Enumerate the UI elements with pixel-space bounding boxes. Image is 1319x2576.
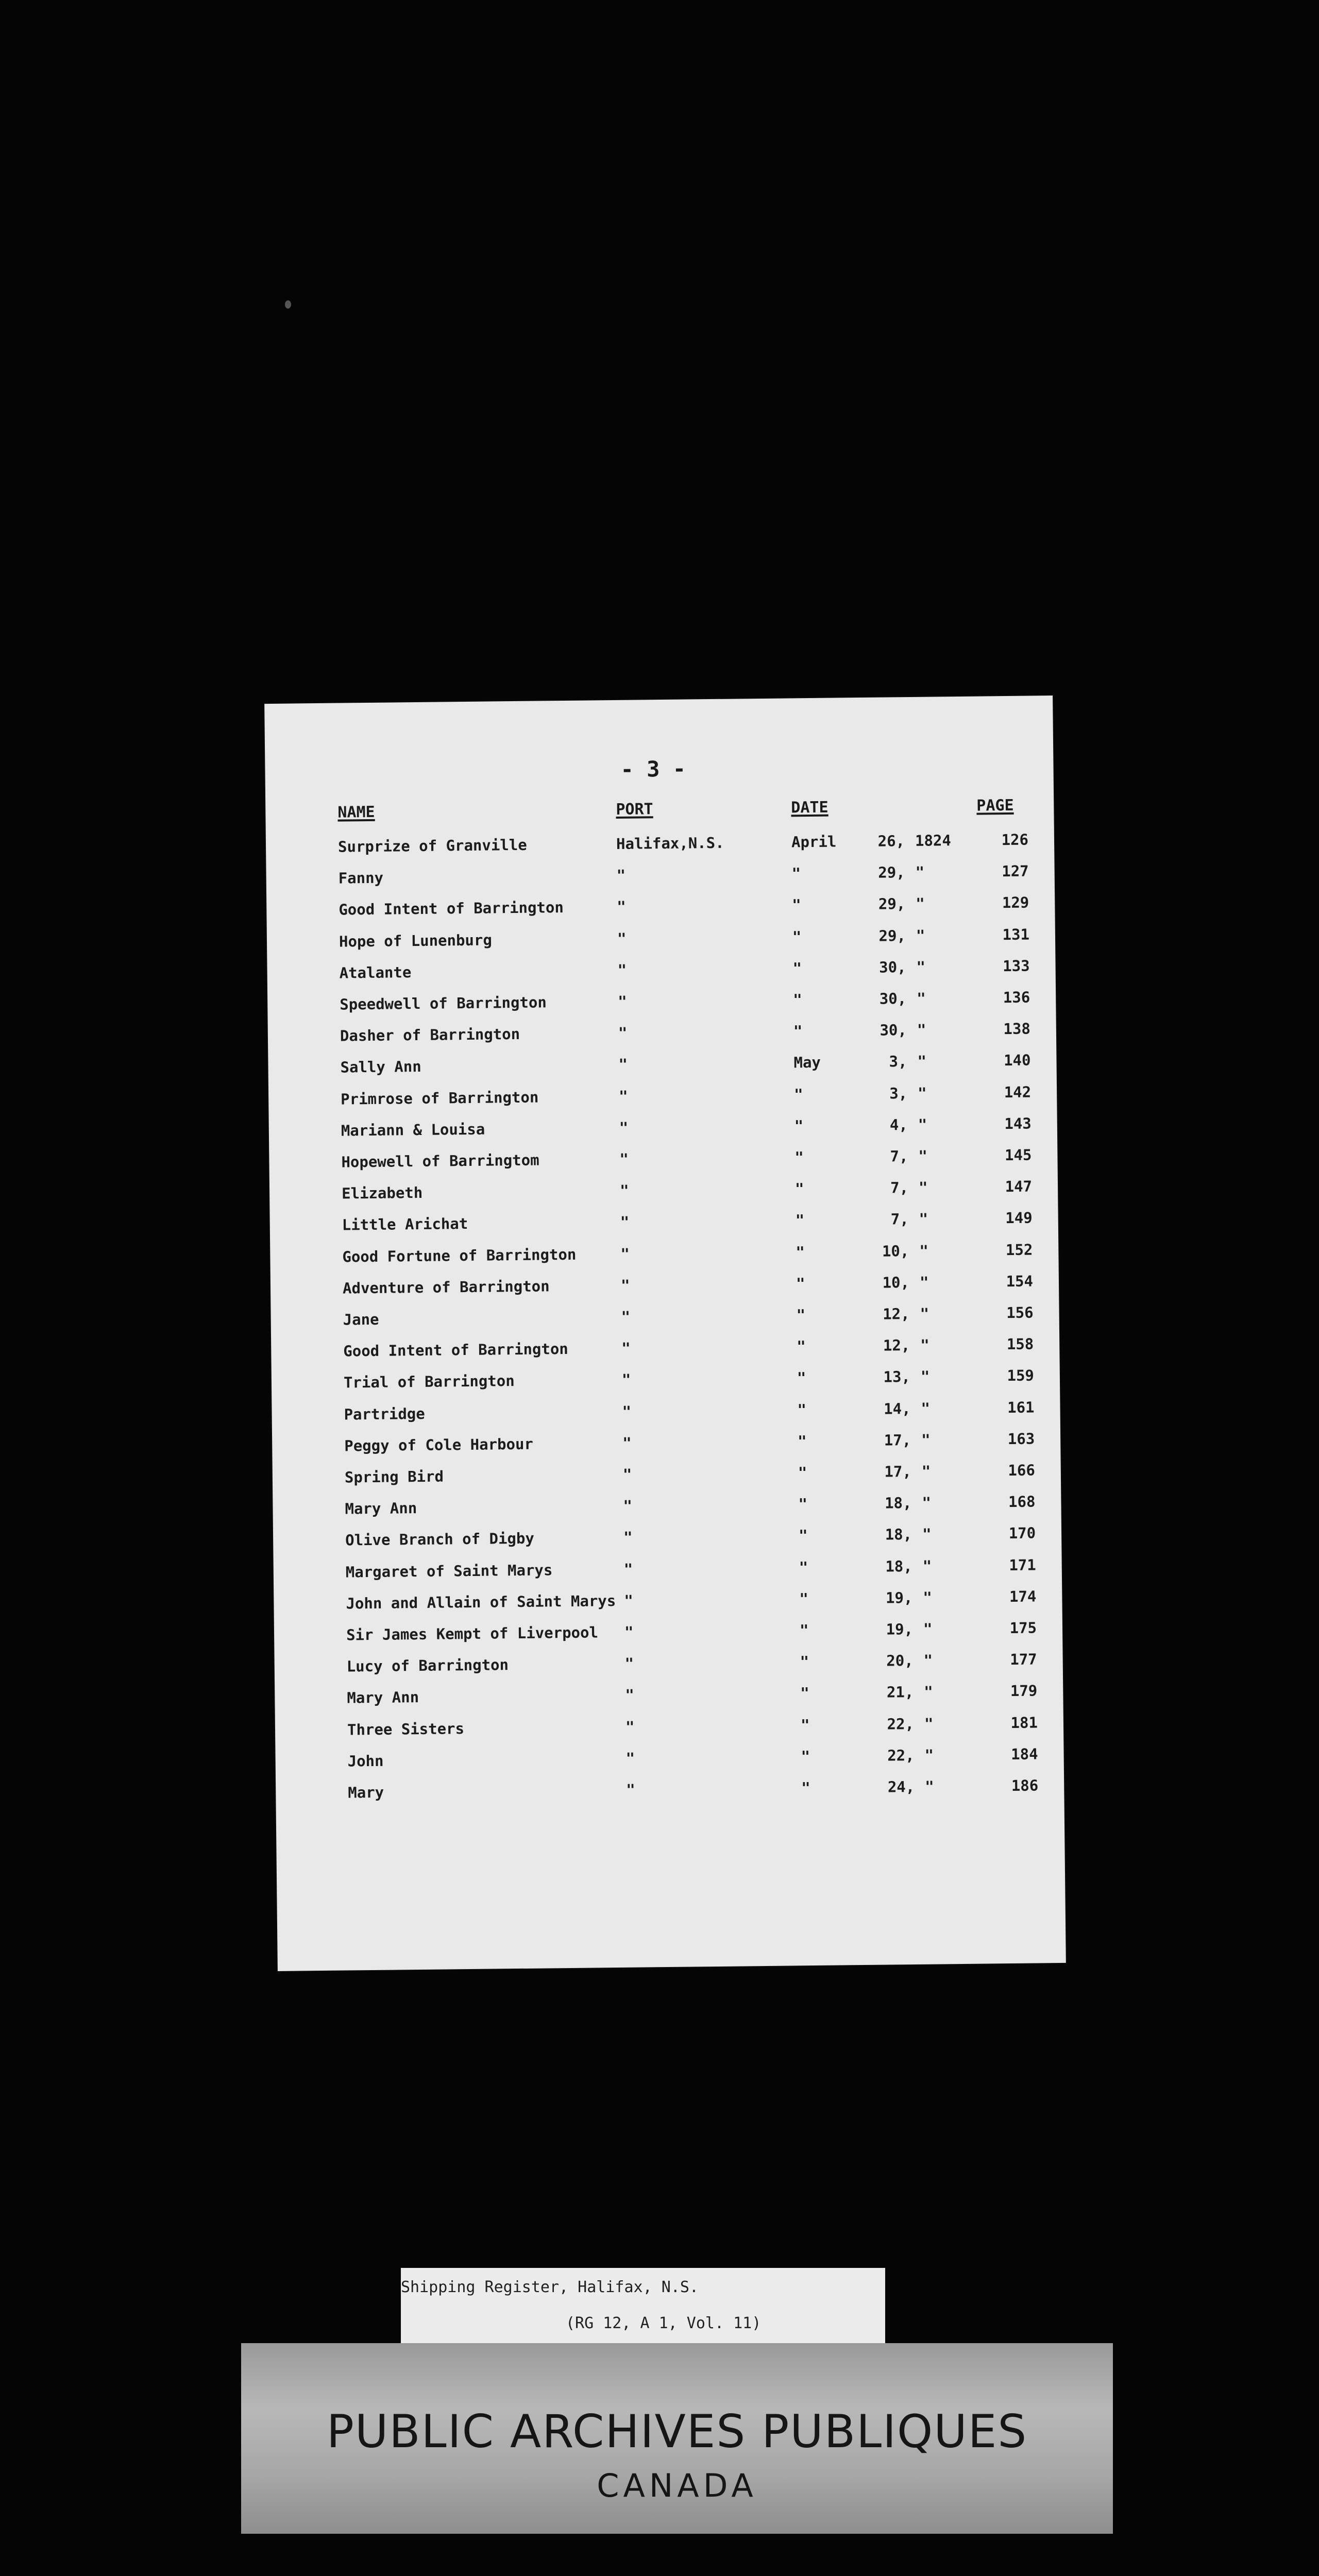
date-day: 22, [887, 1715, 915, 1733]
date-day: 10, [882, 1274, 910, 1292]
column-header-date: DATE [791, 798, 828, 817]
date-year: " [916, 894, 925, 912]
date-month: " [800, 1684, 809, 1702]
date-day: 3, [889, 1084, 908, 1103]
ship-name: Lucy of Barrington [346, 1656, 509, 1675]
date-month: " [794, 1117, 804, 1135]
ship-name: Speedwell of Barrington [340, 993, 547, 1013]
date-month: " [798, 1432, 807, 1450]
port-value: " [625, 1686, 634, 1704]
date-day: 19, [885, 1588, 913, 1607]
date-month: " [793, 991, 802, 1009]
port-value: " [617, 929, 627, 947]
page-ref: 154 [1006, 1272, 1034, 1291]
port-value: " [623, 1528, 633, 1546]
page-ref: 163 [1007, 1430, 1035, 1448]
port-value: " [620, 1276, 630, 1294]
date-month: " [794, 1180, 804, 1198]
date-month: " [793, 1086, 803, 1104]
date-month: " [798, 1495, 808, 1513]
date-month: " [791, 865, 801, 883]
date-day: 19, [886, 1620, 914, 1638]
date-day: 29, [878, 927, 906, 945]
port-value: " [626, 1781, 635, 1799]
date-year: " [918, 1115, 927, 1133]
port-value: " [619, 1118, 629, 1137]
date-year: " [920, 1336, 929, 1354]
page-ref: 181 [1010, 1714, 1038, 1732]
port-value: " [621, 1370, 631, 1388]
column-header-page: PAGE [976, 796, 1014, 815]
date-day: 7, [890, 1179, 909, 1197]
ship-name: Mary [348, 1783, 384, 1802]
date-year: " [917, 1021, 926, 1039]
port-value: " [623, 1560, 633, 1578]
ship-name: John [347, 1752, 384, 1770]
ship-name: Atalante [339, 963, 412, 982]
ship-name: John and Allain of Saint Marys [346, 1592, 616, 1613]
date-month: " [796, 1275, 805, 1293]
page-ref: 156 [1006, 1303, 1034, 1322]
date-year: " [921, 1431, 931, 1449]
page-ref: 175 [1009, 1619, 1037, 1637]
scan-speck [285, 300, 291, 309]
ship-name: Partridge [344, 1404, 425, 1423]
date-day: 29, [878, 863, 905, 882]
date-day: 30, [880, 1021, 907, 1039]
page-ref: 184 [1011, 1745, 1038, 1764]
column-header-port: PORT [616, 800, 653, 819]
date-year: " [917, 1052, 927, 1070]
ship-name: Margaret of Saint Marys [345, 1561, 553, 1581]
date-month: " [799, 1590, 809, 1608]
date-month: " [801, 1779, 810, 1797]
port-value: " [624, 1591, 634, 1609]
page-ref: 170 [1008, 1524, 1036, 1543]
date-year: " [924, 1715, 934, 1733]
page-ref: 168 [1008, 1493, 1036, 1511]
date-year: " [924, 1683, 933, 1701]
date-month: " [798, 1527, 808, 1545]
date-year: " [917, 989, 926, 1007]
date-day: 13, [883, 1368, 911, 1386]
page-ref: 133 [1003, 957, 1030, 975]
date-month: " [799, 1621, 809, 1639]
ship-name: Hope of Lunenburg [339, 931, 492, 951]
date-year: " [921, 1462, 931, 1480]
register-page [264, 696, 1066, 1971]
page-ref: 186 [1011, 1776, 1039, 1795]
ship-name: Hopewell of Barringtom [341, 1151, 539, 1171]
date-year: " [919, 1242, 928, 1260]
ship-name: Spring Bird [344, 1467, 444, 1486]
date-year: " [919, 1210, 928, 1228]
date-year: " [920, 1367, 930, 1385]
ship-name: Mary Ann [347, 1688, 419, 1707]
date-year: " [924, 1746, 934, 1764]
page-ref: 158 [1006, 1335, 1034, 1353]
date-year: " [923, 1620, 933, 1638]
date-month: " [801, 1748, 810, 1766]
date-year: 1824 [915, 832, 952, 850]
date-day: 10, [882, 1242, 909, 1260]
port-value: " [621, 1308, 631, 1326]
page-ref: 129 [1002, 893, 1029, 912]
ship-name: Jane [343, 1310, 379, 1329]
port-value: " [620, 1245, 630, 1263]
banner-title: PUBLIC ARCHIVES PUBLIQUES [326, 2405, 1028, 2458]
date-day: 21, [886, 1683, 914, 1701]
date-month: May [793, 1053, 821, 1072]
page-ref: 159 [1007, 1366, 1035, 1385]
date-month: " [796, 1306, 806, 1324]
banner-subtitle: CANADA [597, 2467, 757, 2504]
port-value: " [618, 1055, 628, 1073]
port-value: " [620, 1213, 630, 1231]
port-value: Halifax,N.S. [616, 834, 724, 853]
page-ref: 179 [1010, 1682, 1038, 1700]
date-month: " [792, 928, 802, 946]
port-value: " [619, 1150, 629, 1168]
page-ref: 161 [1007, 1398, 1035, 1417]
column-header-name: NAME [337, 803, 375, 822]
date-month: " [793, 1022, 803, 1040]
date-year: " [917, 1084, 927, 1102]
port-value: " [625, 1749, 635, 1767]
port-value: " [621, 1339, 631, 1357]
ship-name: Elizabeth [341, 1183, 423, 1202]
date-day: 30, [879, 958, 906, 976]
date-day: 29, [878, 895, 906, 913]
date-year: " [922, 1525, 932, 1543]
page-ref: 131 [1002, 925, 1030, 944]
caption-reference: (RG 12, A 1, Vol. 11) [566, 2314, 762, 2332]
page-ref: 171 [1009, 1556, 1036, 1574]
date-year: " [925, 1777, 934, 1795]
ship-name: Three Sisters [347, 1720, 465, 1739]
date-year: " [918, 1178, 928, 1196]
port-value: " [625, 1718, 635, 1736]
date-day: 18, [885, 1526, 912, 1544]
archive-banner [241, 2343, 1113, 2534]
date-month: " [797, 1401, 807, 1419]
page-ref: 166 [1008, 1461, 1035, 1480]
date-month: " [800, 1716, 810, 1734]
ship-name: Trial of Barrington [343, 1372, 515, 1392]
port-value: " [619, 1181, 629, 1199]
port-value: " [616, 866, 626, 884]
date-day: 7, [890, 1147, 908, 1165]
date-month: " [797, 1337, 806, 1355]
ship-name: Surprize of Granville [337, 836, 527, 856]
page-ref: 177 [1010, 1650, 1037, 1669]
port-value: " [617, 961, 627, 979]
date-year: " [921, 1399, 931, 1417]
date-month: " [798, 1464, 807, 1482]
ship-name: Olive Branch of Digby [345, 1529, 534, 1549]
port-value: " [618, 1024, 628, 1042]
date-month: " [796, 1243, 805, 1261]
date-year: " [922, 1494, 932, 1512]
date-month: " [792, 959, 802, 977]
port-value: " [617, 897, 626, 916]
date-day: 7, [890, 1210, 909, 1228]
date-day: 17, [884, 1463, 912, 1481]
date-day: 20, [886, 1651, 914, 1670]
ship-name: Little Arichat [342, 1214, 468, 1234]
date-year: " [922, 1557, 932, 1575]
ship-name: Adventure of Barrington [342, 1277, 550, 1297]
date-year: " [918, 1147, 928, 1165]
ship-name: Primrose of Barrington [341, 1088, 539, 1108]
page-ref: 127 [1002, 862, 1029, 880]
date-day: 12, [883, 1336, 910, 1354]
date-year: " [920, 1304, 929, 1323]
date-day: 17, [884, 1431, 911, 1449]
date-day: 18, [884, 1494, 912, 1512]
ship-name: Mary Ann [345, 1499, 417, 1518]
page-ref: 147 [1005, 1177, 1033, 1196]
date-day: 3, [889, 1053, 907, 1071]
page-ref: 145 [1004, 1146, 1032, 1164]
date-month: " [792, 896, 801, 914]
port-value: " [623, 1497, 633, 1515]
date-day: 4, [889, 1116, 908, 1134]
page-ref: 149 [1005, 1209, 1033, 1227]
ship-name: Good Intent of Barrington [343, 1340, 568, 1360]
date-year: " [916, 926, 925, 944]
date-year: " [923, 1588, 933, 1606]
date-year: " [916, 958, 926, 976]
date-day: 30, [879, 990, 907, 1008]
ship-name: Mariann & Louisa [341, 1120, 485, 1140]
page-ref: 126 [1001, 831, 1029, 849]
date-year: " [919, 1273, 929, 1291]
page-ref: 142 [1004, 1083, 1031, 1101]
ship-name: Fanny [338, 869, 384, 887]
date-month: " [794, 1148, 804, 1166]
date-day: 14, [883, 1400, 911, 1418]
page-ref: 140 [1003, 1051, 1031, 1070]
ship-name: Dasher of Barrington [340, 1025, 520, 1045]
date-month: " [800, 1653, 809, 1671]
date-day: 22, [887, 1746, 915, 1765]
page-ref: 143 [1004, 1114, 1031, 1133]
page-ref: 138 [1003, 1020, 1031, 1038]
date-day: 26, [877, 832, 905, 850]
ship-name: Sally Ann [340, 1057, 421, 1076]
port-value: " [622, 1465, 632, 1483]
port-value: " [622, 1402, 632, 1420]
caption-title: Shipping Register, Halifax, N.S. [401, 2278, 699, 2296]
ship-name: Peggy of Cole Harbour [344, 1435, 534, 1455]
date-month: April [791, 833, 837, 851]
ship-name: Good Fortune of Barrington [342, 1245, 577, 1266]
date-day: 24, [887, 1777, 915, 1796]
port-value: " [618, 1087, 628, 1105]
ship-name: Good Intent of Barrington [339, 899, 564, 919]
page-ref: 174 [1009, 1587, 1037, 1606]
port-value: " [624, 1654, 634, 1672]
date-year: " [923, 1651, 933, 1669]
caption-card [401, 2268, 885, 2350]
port-value: " [622, 1434, 632, 1452]
port-value: " [618, 992, 627, 1010]
page-number: - 3 - [620, 756, 686, 782]
date-day: 18, [885, 1557, 912, 1575]
page-ref: 136 [1003, 988, 1030, 1007]
date-day: 12, [883, 1305, 910, 1323]
date-month: " [797, 1369, 806, 1387]
ship-name: Sir James Kempt of Liverpool [346, 1623, 599, 1644]
page-ref: 152 [1005, 1241, 1033, 1259]
date-month: " [795, 1211, 805, 1229]
date-month: " [799, 1558, 808, 1577]
date-year: " [915, 863, 925, 881]
port-value: " [624, 1623, 634, 1641]
